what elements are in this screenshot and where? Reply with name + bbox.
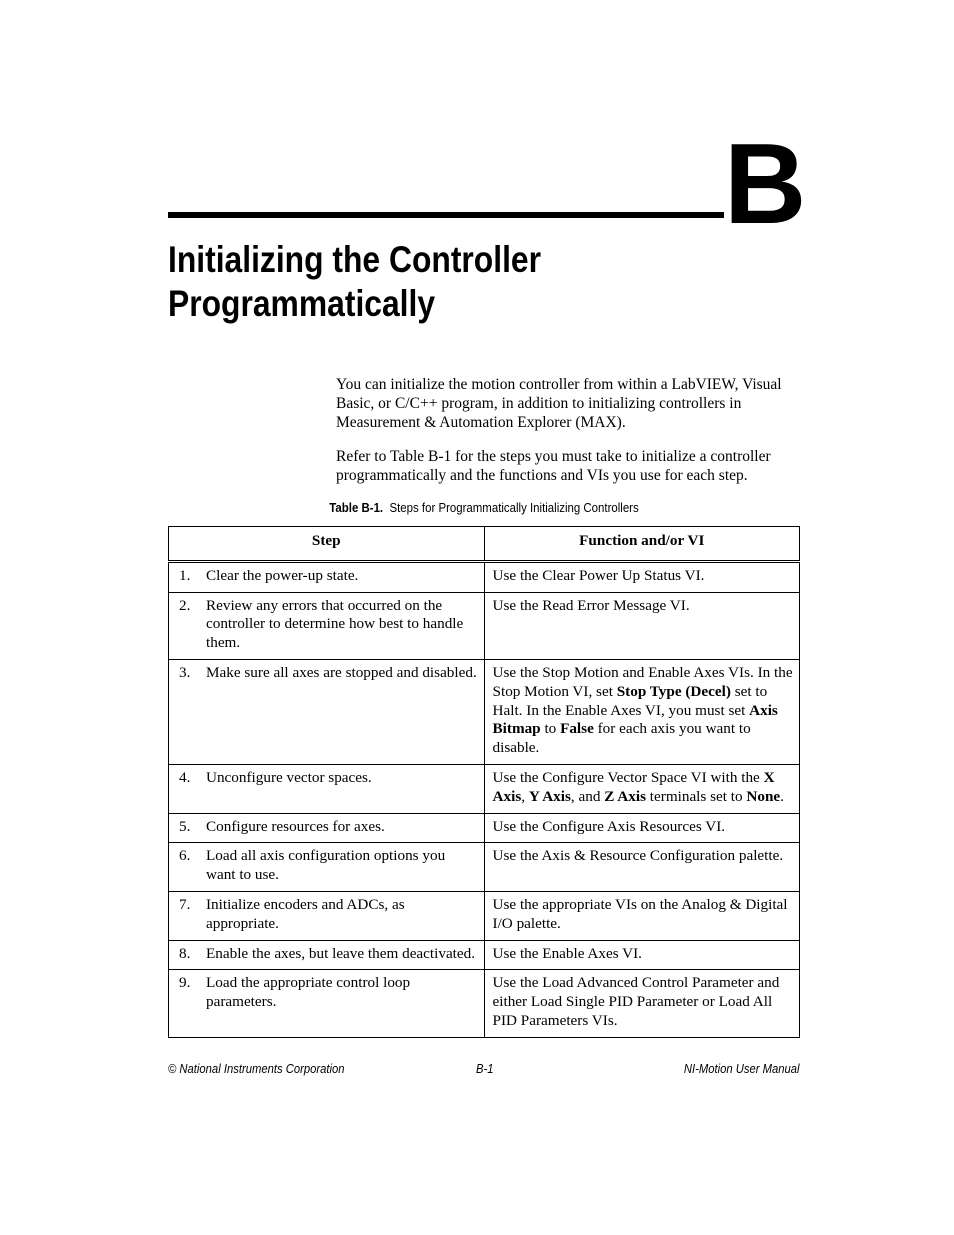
step-description: Unconfigure vector spaces. (206, 768, 372, 786)
parameter-name: Y Axis (528, 787, 571, 805)
function-text: Use the Configure Vector Space VI with the (492, 768, 764, 786)
function-text: terminals set to (646, 787, 747, 805)
step-cell (169, 970, 485, 1037)
step-number: 3. (179, 663, 191, 681)
function-cell (484, 764, 799, 813)
function-text: , and (570, 787, 605, 805)
step-description: Clear the power-up state. (206, 566, 359, 584)
step-cell (169, 592, 485, 659)
function-cell (484, 940, 799, 970)
table-row (169, 764, 800, 813)
parameter-name: None (746, 787, 781, 805)
function-cell (484, 843, 799, 892)
step-number: 7. (179, 895, 191, 913)
parameter-name: Stop Type (Decel) (616, 682, 731, 700)
function-text: Use the Read Error Message VI. (492, 596, 690, 614)
header-step: Step (169, 527, 485, 562)
step-cell (169, 561, 485, 592)
parameter-name: Axis Bitmap (492, 701, 778, 738)
table-row (169, 891, 800, 940)
function-text: Use the Enable Axes VI. (492, 944, 642, 962)
parameter-name: Z Axis (604, 787, 646, 805)
table-row (169, 940, 800, 970)
function-cell (484, 970, 799, 1037)
step-description: Enable the axes, but leave them deactivated. (206, 944, 476, 962)
function-cell (484, 592, 799, 659)
intro-paragraph-2: Refer to Table B-1 for the steps you must take to initialize a controller programmatically and the functions and VIs you use for each step. (336, 448, 771, 484)
table-body (169, 561, 800, 1037)
table-row (169, 843, 800, 892)
function-text: Use the Configure Axis Resources VI. (492, 817, 726, 835)
function-cell (484, 659, 799, 764)
title-line-1: Initializing the Controller (168, 239, 542, 280)
chapter-rule (168, 212, 724, 218)
title-line-2: Programmatically (168, 283, 436, 324)
chapter-letter: B (724, 121, 805, 248)
step-cell (169, 659, 485, 764)
function-text: Use the appropriate VIs on the Analog & Digital I/O palette. (492, 895, 788, 932)
step-description: Initialize encoders and ADCs, as appropriate. (206, 895, 405, 932)
table-caption-label: Table B-1. (329, 500, 384, 515)
step-number: 6. (179, 847, 191, 865)
table-row (169, 592, 800, 659)
step-number: 4. (179, 768, 191, 786)
step-number: 1. (179, 566, 191, 584)
table-row (169, 970, 800, 1037)
footer-copyright: © National Instruments Corporation (168, 1062, 345, 1076)
function-text: to (540, 720, 561, 738)
table-row (169, 659, 800, 764)
function-text: set to Halt. In the Enable Axes VI, you must set (492, 682, 768, 719)
parameter-name: X Axis (492, 768, 775, 805)
function-cell (484, 891, 799, 940)
step-cell (169, 813, 485, 843)
step-cell (169, 940, 485, 970)
function-text: , (521, 787, 529, 805)
step-description: Review any errors that occurred on the controller to determine how best to handle them. (206, 596, 464, 652)
table-row (169, 813, 800, 843)
function-text: for each axis you want to disable. (492, 720, 751, 757)
table-caption (206, 500, 762, 515)
table-row (169, 561, 800, 592)
intro-paragraph-1: You can initialize the motion controller from within a LabVIEW, Visual Basic, or C/C++ program, in addition to initializing controllers in Measurement & Automation Explorer (MAX). (336, 376, 782, 431)
table-header-row (169, 527, 800, 562)
intro-section (336, 375, 806, 500)
parameter-name: False (560, 720, 594, 738)
steps-table (168, 526, 800, 1038)
step-number: 2. (179, 596, 191, 614)
step-number: 9. (179, 974, 191, 992)
function-text: . (780, 787, 784, 805)
function-text: Use the Load Advanced Control Parameter and either Load Single PID Parameter or Load All PID Parameters VIs. (492, 974, 780, 1029)
step-description: Make sure all axes are stopped and disabled. (206, 663, 477, 681)
page-title (168, 238, 650, 326)
step-description: Load all axis configuration options you want to use. (206, 847, 446, 884)
function-cell (484, 561, 799, 592)
step-cell (169, 764, 485, 813)
step-cell (169, 843, 485, 892)
step-description: Configure resources for axes. (206, 817, 385, 835)
step-description: Load the appropriate control loop parameters. (206, 974, 411, 1011)
step-number: 5. (179, 817, 191, 835)
footer-manual-title: NI-Motion User Manual (684, 1062, 800, 1076)
step-number: 8. (179, 944, 191, 962)
step-cell (169, 891, 485, 940)
table-caption-text: Steps for Programmatically Initializing Controllers (389, 500, 639, 515)
function-text: Use the Axis & Resource Configuration palette. (492, 847, 784, 865)
function-text: Use the Stop Motion and Enable Axes VIs. In the Stop Motion VI, set (492, 663, 793, 700)
header-function: Function and/or VI (484, 527, 799, 562)
footer-page-number: B-1 (476, 1062, 494, 1076)
function-cell (484, 813, 799, 843)
function-text: Use the Clear Power Up Status VI. (492, 566, 705, 584)
